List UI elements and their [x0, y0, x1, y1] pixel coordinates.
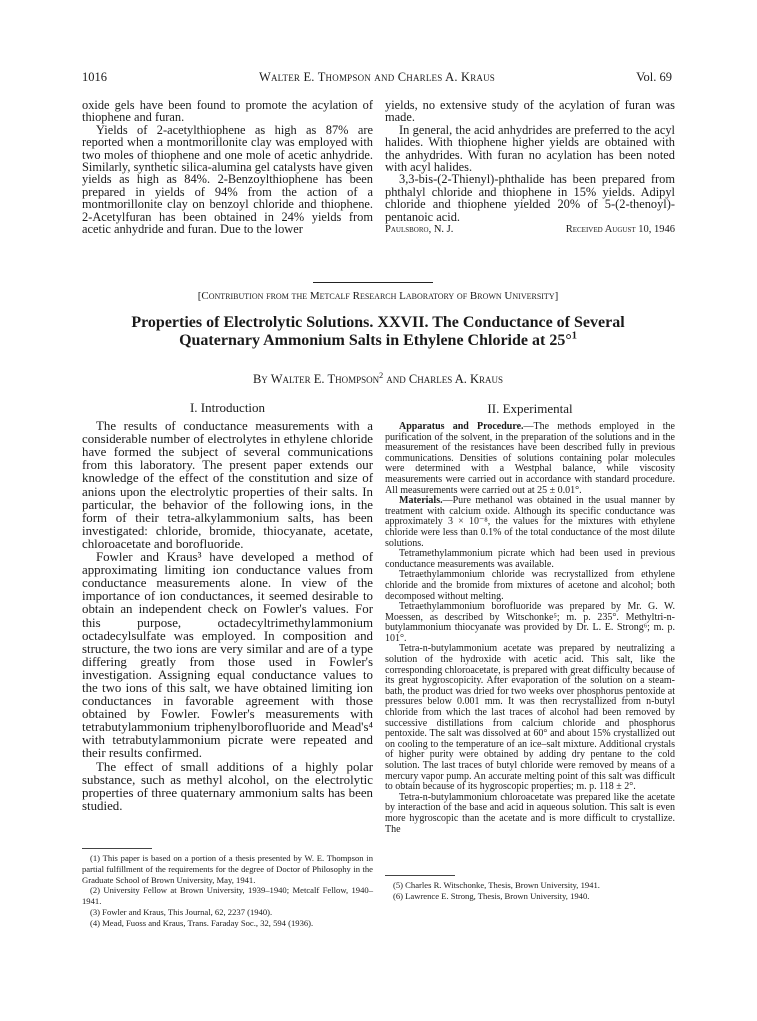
- paragraph: Materials.—Pure methanol was obtained in the usual manner by treatment with calcium oxide. Although its specific conductance was approximately 3 × 10⁻⁸, the values for the mixtures with ethylene chloride were less than 0.1% of the total conductance of the most dilute solutions.: [385, 495, 675, 549]
- running-header: [82, 70, 672, 86]
- signoff-line: [385, 224, 675, 236]
- introduction-column: [82, 401, 373, 813]
- running-title: Walter E. Thompson and Charles A. Kraus: [258, 70, 496, 84]
- paragraph: yields, no extensive study of the acylation of furan was made.: [385, 98, 675, 125]
- prev-article-right-column: [385, 99, 675, 236]
- experimental-column: [385, 402, 675, 835]
- section-heading-experimental: II. Experimental: [487, 401, 573, 416]
- title-line-1: Properties of Electrolytic Solutions. XXVII. The Conductance of Several: [131, 314, 625, 331]
- separator-rule: [313, 282, 433, 283]
- paragraph: Tetra-n-butylammonium acetate was prepared by neutralizing a solution of the hydroxide with acetic acid. This salt, like the corresponding chloroacetate, is prepared with great difficulty because of its great hygroscopicity. After evaporation of the solution on a steam-bath, the product was dried for two weeks over phosphorus pentoxide at pressures below 0.001 mm. It was then recrystallized from n-butyl chloride from which the last traces of alcohol had been removed by successive distillations from calcium chloride and phosphorus pentoxide. The salt was dissolved at 60° and about 15% crystallized out on cooling to the temperature of an ice–salt mixture. Additional crystals of higher purity were obtained by adding dry pentane to the cold solution. The last traces of butyl chloride were removed by means of a mercury vapor pump. An accurate melting point of this salt was difficult to obtain because of its hygroscopic properties; m. p. 118 ± 2°.: [385, 643, 675, 793]
- paragraph: The effect of small additions of a highly polar substance, such as methyl alcohol, on the electrolytic properties of three quaternary ammonium salts has been studied.: [82, 759, 373, 813]
- paragraph: Apparatus and Procedure.—The methods employed in the purification of the solvent, in the preparation of the solutions and in the measurement of the resistances have been described fully in previous communications. Densities of solutions containing polar molecules were determined with a Westphal balance, while viscosity measurements were carried out in accordance with standard procedure. All measurements were carried out at 25 ± 0.01°.: [385, 421, 675, 496]
- article-title: [82, 314, 674, 350]
- author-footnote-ref: 2: [379, 370, 384, 380]
- paragraph: Tetraethylammonium chloride was recrystallized from ethylene chloride and the bromide from mixtures of acetone and alcohol; both decomposed without melting.: [385, 569, 675, 602]
- prev-article-left-column: [82, 99, 373, 235]
- footnotes-right: [385, 880, 675, 902]
- footnote: (1) This paper is based on a portion of a thesis presented by W. E. Thompson in partial fulfillment of the requirements for the degree of Doctor of Philosophy in the Graduate School of Brown University, May, 1941.: [82, 853, 373, 885]
- volume-label: Vol. 69: [636, 70, 672, 84]
- footnotes-left: [82, 853, 373, 929]
- run-in-heading: Materials.: [399, 495, 443, 507]
- title-footnote-ref: 1: [571, 330, 577, 342]
- footnote-rule: [385, 875, 455, 876]
- contribution-line: [Contribution from the Metcalf Research Laboratory of Brown University]: [197, 290, 559, 302]
- footnote: (6) Lawrence E. Strong, Thesis, Brown University, 1940.: [393, 890, 590, 901]
- title-line-2: Quaternary Ammonium Salts in Ethylene Chloride at 25°$^1$: [179, 330, 577, 349]
- paragraph: In general, the acid anhydrides are preferred to the acyl halides. With thiophene higher yields are obtained with the anhydrides. With furan no acylation has been noted with acyl halides.: [385, 122, 675, 175]
- footnote-rule: [82, 848, 152, 849]
- paragraph: Tetraethylammonium borofluoride was prepared by Mr. G. W. Moessen, as described by Witschonke⁵; m. p. 235°. Methyltri-n-butylammonium thiocyanate was provided by Dr. L. E. Strong⁶; m. p. 101°.: [385, 601, 675, 644]
- footnote: (2) University Fellow at Brown University, 1939–1940; Metcalf Fellow, 1940–1941.: [82, 885, 373, 907]
- paragraph: Tetra-n-butylammonium chloroacetate was prepared like the acetate by interaction of the base and acid in aqueous solution. This salt is even more hygroscopic than the acetate and is more difficult to crystallize. The: [385, 791, 675, 835]
- paragraph: Tetramethylammonium picrate which had been used in previous conductance measurements was available.: [385, 548, 675, 570]
- paragraph: oxide gels have been found to promote the acylation of thiophene and furan.: [82, 98, 373, 125]
- paragraph: 3,3-bis-(2-Thienyl)-phthalide has been prepared from phthalyl chloride and thiophene in 15% yields. Adipyl chloride and thiophene yielded 20% of 5-(2-thenoyl)-pentanoic acid.: [385, 172, 675, 224]
- section-heading-introduction: I. Introduction: [189, 400, 266, 415]
- paragraph: Fowler and Kraus³ have developed a method of approximating limiting ion conductance values from conductance measurements alone. In view of the importance of ion conductances, it seemed desirable to obtain an independent check on Fowler's values. For this purpose, octadecyltrimethylammonium octadecylsulfate was employed. In composition and structure, the two ions are very similar and are of a type differing greatly from those used in Fowler's investigation. Assigning equal conductance values to the two ions of this salt, we have obtained limiting ion conductances in favorable agreement with those obtained by Fowler. Fowler's measurements with tetrabutylammonium triphenylborofluoride and Mead's⁴ with tetrabutylammonium picrate were repeated and their results confirmed.: [82, 550, 373, 761]
- byline: By Walter E. Thompson$^2$ and Charles A. Kraus: [252, 370, 504, 386]
- page-number: 1016: [82, 70, 107, 84]
- received-date: Received August 10, 1946: [565, 224, 675, 236]
- paragraph: Yields of 2-acetylthiophene as high as 87% are reported when a montmorillonite clay was employed with two moles of thiophene and one mole of acetic anhydride. Similarly, synthetic silica-alumina gel catalysts have given yields as high as 84%. 2-Benzoylthiophene has been prepared in yields of 94% from the action of a montmorillonite clay on benzoyl chloride and thiophene. 2-Acetylfuran has been obtained in 24% yields from acetic anhydride and furan. Due to the lower: [82, 122, 373, 237]
- run-in-heading: Apparatus and Procedure.: [399, 421, 524, 432]
- location: Paulsboro, N. J.: [385, 224, 454, 236]
- footnote: (5) Charles R. Witschonke, Thesis, Brown University, 1941.: [393, 880, 600, 890]
- footnote: (4) Mead, Fuoss and Kraus, Trans. Faraday Soc., 32, 594 (1936).: [90, 917, 314, 928]
- paragraph: The results of conductance measurements with a considerable number of electrolytes in ethylene chloride have formed the subject of several communications from this laboratory. The present paper extends our knowledge of the effect of the constitution and size of anions upon the electrolytic properties of their salts. In particular, the behavior of the following ions, in the form of their tetra-alkylammonium salts, has been investigated: chloride, bromide, thiocyanate, acetate, chloroacetate and borofluoride.: [82, 419, 373, 551]
- footnote: (3) Fowler and Kraus, This Journal, 62, 2237 (1940).: [90, 906, 273, 917]
